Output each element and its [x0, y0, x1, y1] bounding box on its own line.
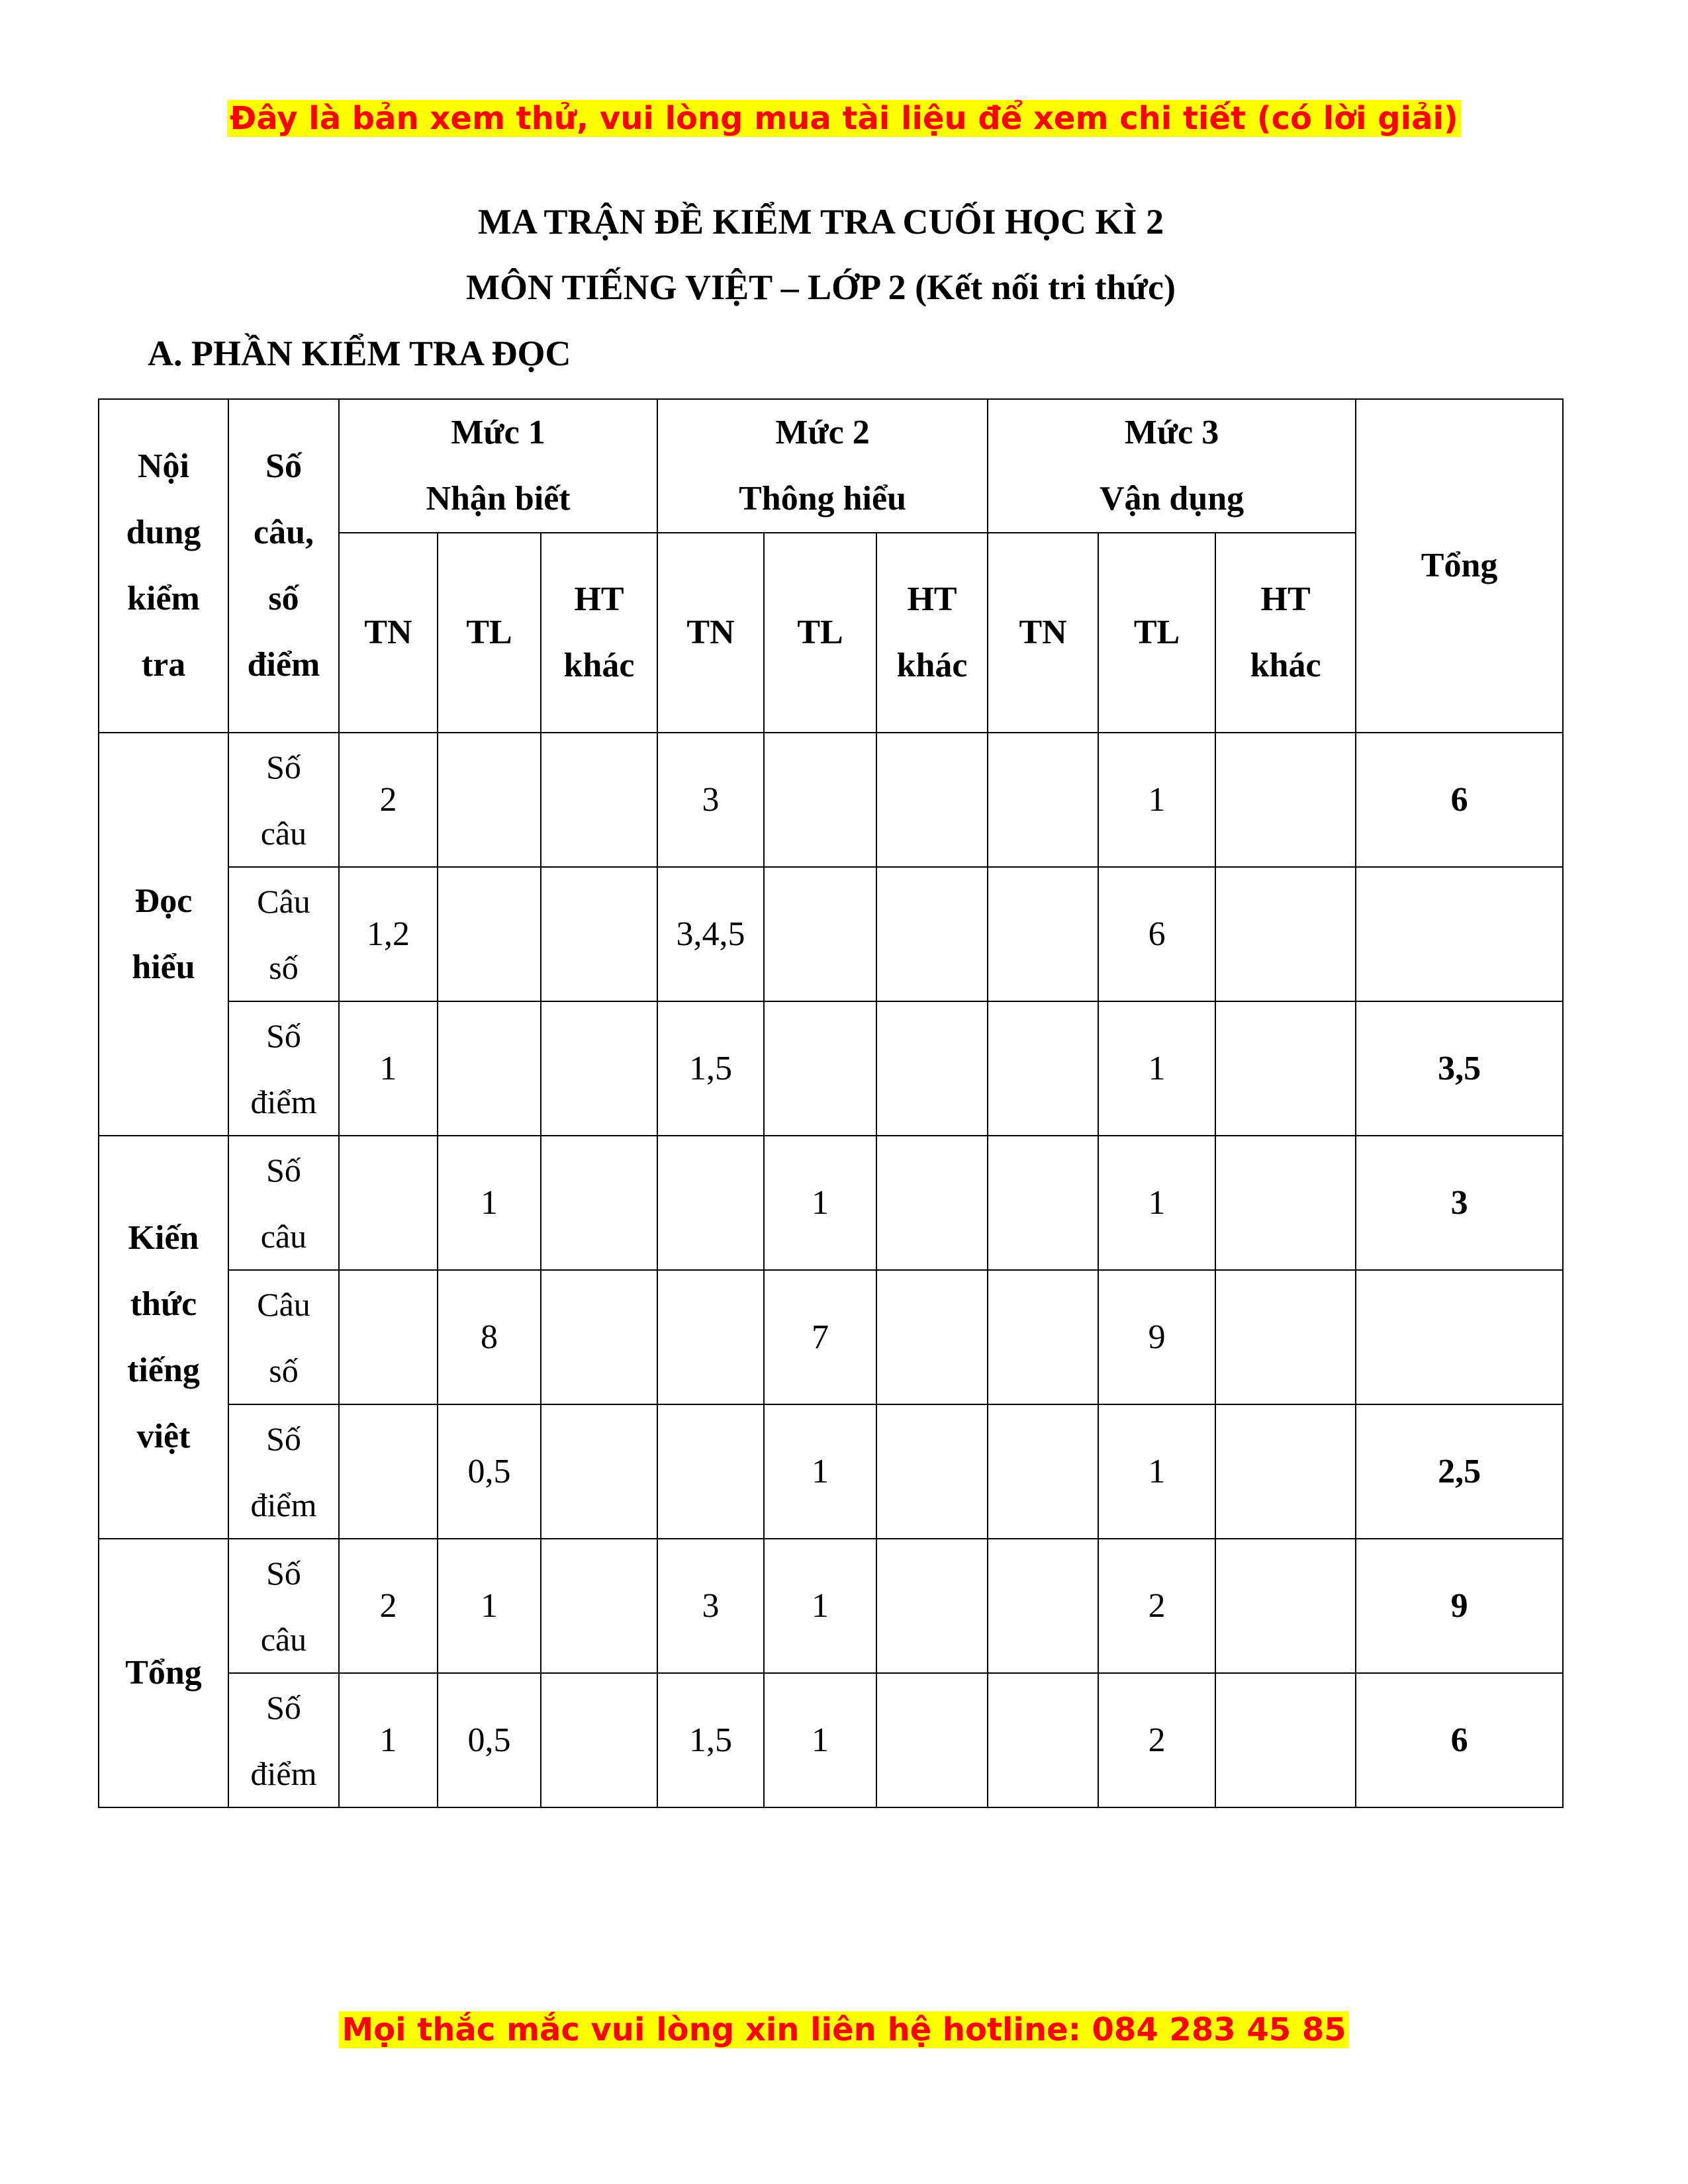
- cell-m1-tn: 1: [339, 1001, 438, 1136]
- cell-m3-ht: [1215, 1001, 1356, 1136]
- row-label: Số điểm: [228, 1673, 339, 1807]
- cell-m2-tn: 3: [657, 1539, 764, 1673]
- cell-m1-tl: 0,5: [438, 1673, 541, 1807]
- group-label-total: Tổng: [99, 1539, 228, 1807]
- section-heading: A. PHẦN KIỂM TRA ĐỌC: [148, 334, 571, 373]
- cell-m2-tl: [764, 1001, 876, 1136]
- cell-m3-ht: [1215, 867, 1356, 1001]
- document-title-line2: MÔN TIẾNG VIỆT – LỚP 2 (Kết nối tri thức): [466, 267, 1176, 307]
- header-level-1: Mức 1 Nhận biết: [339, 399, 657, 533]
- row-label: Số câu: [228, 733, 339, 867]
- header-row-levels: [99, 399, 1563, 533]
- cell-total: 3,5: [1356, 1001, 1563, 1136]
- cell-m2-tl: [764, 867, 876, 1001]
- cell-m1-ht: [541, 1270, 657, 1404]
- cell-m2-tl: [764, 733, 876, 867]
- cell-m2-tn: [657, 1270, 764, 1404]
- cell-m1-ht: [541, 1136, 657, 1270]
- cell-m2-tl: 1: [764, 1539, 876, 1673]
- cell-m3-tn: [988, 1136, 1098, 1270]
- cell-m1-tn: 1,2: [339, 867, 438, 1001]
- cell-m2-tn: 1,5: [657, 1673, 764, 1807]
- cell-m3-ht: [1215, 1539, 1356, 1673]
- table-row: [99, 1404, 1563, 1539]
- cell-m2-tl: 1: [764, 1673, 876, 1807]
- header-m1-tl: TL: [438, 533, 541, 733]
- cell-total: 6: [1356, 1673, 1563, 1807]
- cell-m1-tl: [438, 733, 541, 867]
- cell-m2-tl: 7: [764, 1270, 876, 1404]
- cell-m2-ht: [876, 1404, 988, 1539]
- cell-m3-tn: [988, 1539, 1098, 1673]
- row-label: Số điểm: [228, 1404, 339, 1539]
- header-m2-tn: TN: [657, 533, 764, 733]
- cell-m2-tn: [657, 1404, 764, 1539]
- cell-m1-tl: [438, 867, 541, 1001]
- cell-total: [1356, 1270, 1563, 1404]
- assessment-matrix-table: [98, 398, 1564, 1808]
- cell-m3-ht: [1215, 733, 1356, 867]
- cell-m2-ht: [876, 1136, 988, 1270]
- cell-m3-ht: [1215, 1404, 1356, 1539]
- cell-m3-tl: 1: [1098, 1136, 1215, 1270]
- table-row: [99, 1673, 1563, 1807]
- cell-m3-tn: [988, 1270, 1098, 1404]
- cell-m3-tn: [988, 733, 1098, 867]
- cell-m2-ht: [876, 1001, 988, 1136]
- cell-m1-tn: 2: [339, 1539, 438, 1673]
- cell-m3-ht: [1215, 1673, 1356, 1807]
- preview-notice-banner: [0, 98, 1688, 139]
- header-content-column: Nội dung kiểm tra: [99, 399, 228, 733]
- header-m1-ht: HT khác: [541, 533, 657, 733]
- cell-m2-ht: [876, 733, 988, 867]
- table-row: [99, 733, 1563, 867]
- cell-m2-tn: 1,5: [657, 1001, 764, 1136]
- group-label-reading: Đọc hiểu: [99, 733, 228, 1136]
- cell-m3-ht: [1215, 1270, 1356, 1404]
- header-total: Tổng: [1356, 399, 1563, 733]
- cell-m3-tl: 1: [1098, 733, 1215, 867]
- cell-m1-ht: [541, 1404, 657, 1539]
- header-m3-tn: TN: [988, 533, 1098, 733]
- row-label: Số câu: [228, 1539, 339, 1673]
- cell-total: 9: [1356, 1539, 1563, 1673]
- cell-m2-tn: 3: [657, 733, 764, 867]
- cell-m1-tl: 1: [438, 1136, 541, 1270]
- table-row: [99, 1136, 1563, 1270]
- cell-m3-tn: [988, 1673, 1098, 1807]
- header-level-3: Mức 3 Vận dụng: [988, 399, 1356, 533]
- header-level-2: Mức 2 Thông hiểu: [657, 399, 988, 533]
- cell-m3-tn: [988, 1404, 1098, 1539]
- row-label: Câu số: [228, 867, 339, 1001]
- table-row: [99, 1539, 1563, 1673]
- cell-m2-ht: [876, 867, 988, 1001]
- cell-m3-tl: 1: [1098, 1001, 1215, 1136]
- header-m3-tl: TL: [1098, 533, 1215, 733]
- cell-m1-ht: [541, 1539, 657, 1673]
- cell-m3-tn: [988, 1001, 1098, 1136]
- cell-m1-tn: 2: [339, 733, 438, 867]
- cell-m2-tl: 1: [764, 1136, 876, 1270]
- hotline-notice-text: Mọi thắc mắc vui lòng xin liên hệ hotline: 084 283 45 85: [339, 2011, 1348, 2048]
- preview-notice-text: Đây là bản xem thử, vui lòng mua tài liệu để xem chi tiết (có lời giải): [227, 100, 1461, 137]
- cell-m1-ht: [541, 867, 657, 1001]
- cell-m1-ht: [541, 1673, 657, 1807]
- document-title-line1: MA TRẬN ĐỀ KIỂM TRA CUỐI HỌC KÌ 2: [477, 202, 1164, 242]
- row-label: Số điểm: [228, 1001, 339, 1136]
- cell-m3-tl: 9: [1098, 1270, 1215, 1404]
- cell-m2-ht: [876, 1539, 988, 1673]
- table-row: [99, 1001, 1563, 1136]
- cell-m2-tn: 3,4,5: [657, 867, 764, 1001]
- cell-m3-tl: 6: [1098, 867, 1215, 1001]
- header-m2-tl: TL: [764, 533, 876, 733]
- table-row: [99, 1270, 1563, 1404]
- cell-m2-ht: [876, 1270, 988, 1404]
- cell-m3-tn: [988, 867, 1098, 1001]
- hotline-notice-banner: [0, 2009, 1688, 2050]
- cell-m1-tn: [339, 1404, 438, 1539]
- header-m2-ht: HT khác: [876, 533, 988, 733]
- cell-m2-tn: [657, 1136, 764, 1270]
- cell-m1-tl: 8: [438, 1270, 541, 1404]
- cell-m1-tn: [339, 1136, 438, 1270]
- cell-m1-ht: [541, 733, 657, 867]
- cell-total: 2,5: [1356, 1404, 1563, 1539]
- cell-m3-ht: [1215, 1136, 1356, 1270]
- table-row: [99, 867, 1563, 1001]
- header-count-column: Số câu, số điểm: [228, 399, 339, 733]
- cell-m3-tl: 2: [1098, 1539, 1215, 1673]
- cell-m1-tn: [339, 1270, 438, 1404]
- cell-m3-tl: 2: [1098, 1673, 1215, 1807]
- cell-total: 6: [1356, 733, 1563, 867]
- header-m1-tn: TN: [339, 533, 438, 733]
- cell-m1-ht: [541, 1001, 657, 1136]
- row-label: Câu số: [228, 1270, 339, 1404]
- group-label-knowledge: Kiến thức tiếng việt: [99, 1136, 228, 1539]
- cell-m1-tl: 1: [438, 1539, 541, 1673]
- cell-total: 3: [1356, 1136, 1563, 1270]
- cell-m1-tn: 1: [339, 1673, 438, 1807]
- cell-m2-tl: 1: [764, 1404, 876, 1539]
- cell-m3-tl: 1: [1098, 1404, 1215, 1539]
- cell-m1-tl: [438, 1001, 541, 1136]
- cell-m2-ht: [876, 1673, 988, 1807]
- cell-m1-tl: 0,5: [438, 1404, 541, 1539]
- cell-total: [1356, 867, 1563, 1001]
- header-m3-ht: HT khác: [1215, 533, 1356, 733]
- row-label: Số câu: [228, 1136, 339, 1270]
